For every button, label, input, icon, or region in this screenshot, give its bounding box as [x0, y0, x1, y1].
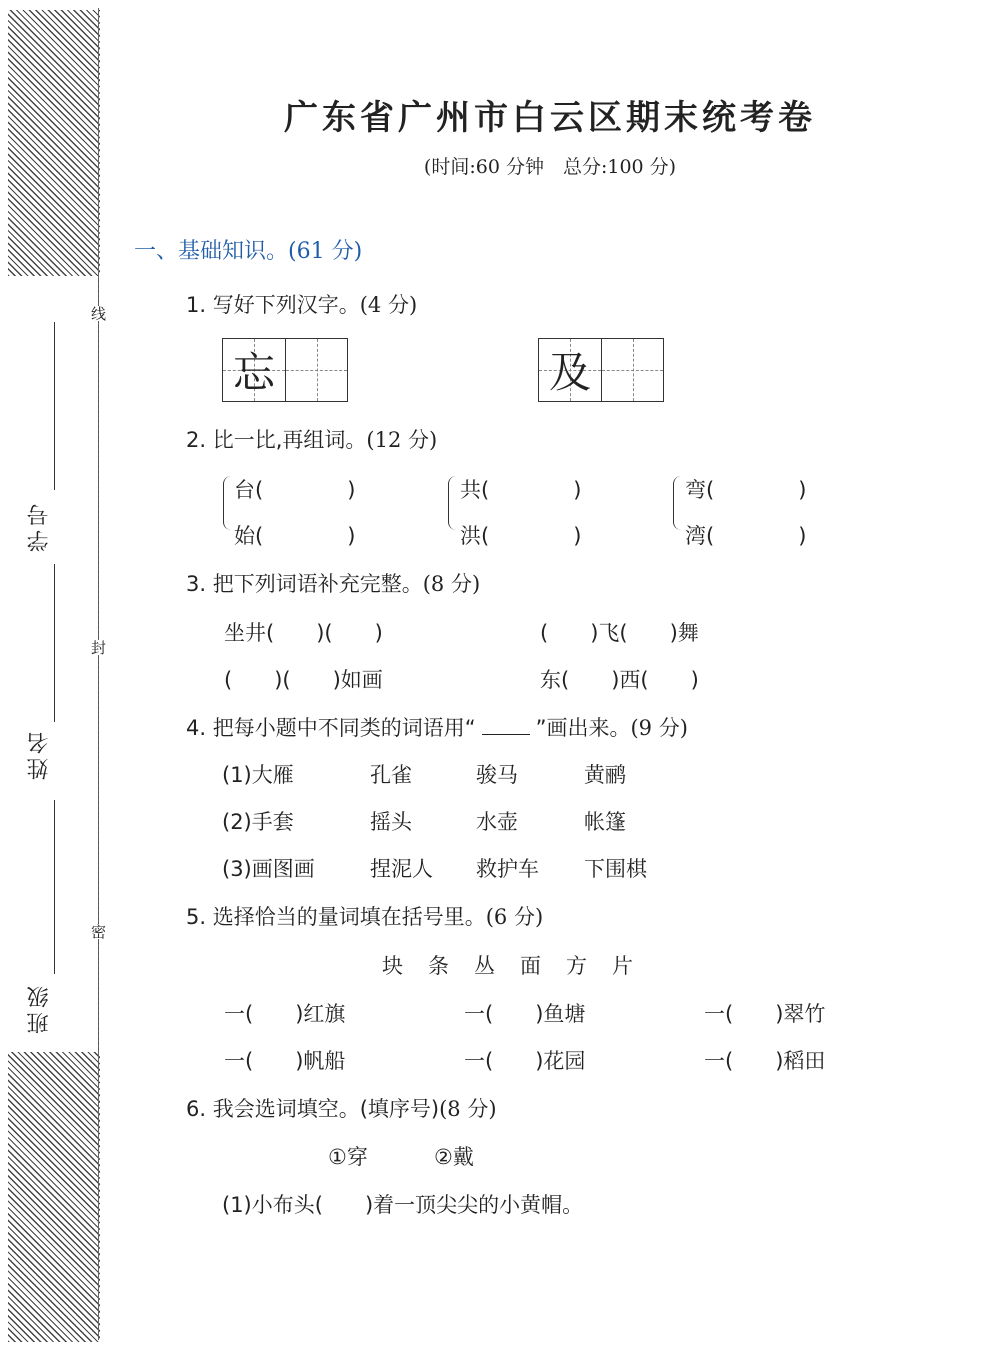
page-title: 广东省广州市白云区期末统考卷 — [284, 98, 816, 138]
word-pair-3a[interactable]: 弯( ) — [685, 478, 807, 502]
writing-grid-2 — [538, 338, 664, 402]
word-row-2-item-2[interactable]: 摇头 — [370, 810, 412, 834]
student-no-label: 学号 — [27, 500, 52, 552]
exam-info: (时间:60 分钟 总分:100 分) — [423, 156, 677, 178]
measure-item-6[interactable]: 一( )稻田 — [704, 1049, 826, 1073]
question-5-label: 5. 选择恰当的量词填在括号里。 — [186, 905, 486, 929]
measure-item-3[interactable]: 一( )翠竹 — [704, 1002, 826, 1026]
section-heading — [134, 234, 362, 265]
brace-left — [673, 476, 684, 530]
grid-cell-model — [539, 339, 601, 401]
fill-item-1[interactable]: (1)小布头( )着一顶尖尖的小黄帽。 — [222, 1193, 584, 1217]
question-2-points: (12 分) — [366, 428, 438, 452]
question-3-label: 3. 把下列词语补充完整。 — [186, 572, 423, 596]
brace-left — [448, 476, 459, 530]
question-5-points: (6 分) — [485, 905, 544, 929]
section-points: (61 分) — [288, 239, 363, 264]
underline-sample — [482, 718, 530, 735]
question-3 — [186, 568, 480, 598]
word-pair-1a[interactable]: 台( ) — [234, 478, 356, 502]
word-row-2-item-4[interactable]: 帐篷 — [584, 810, 626, 834]
word-row-2-item-1[interactable]: (2)手套 — [222, 810, 294, 834]
grid-cell-write[interactable] — [601, 339, 663, 401]
question-4-points: (9 分) — [630, 716, 688, 740]
word-pair-2b[interactable]: 洪( ) — [460, 524, 582, 548]
grid-cell-write[interactable] — [285, 339, 347, 401]
question-1-label: 1. 写好下列汉字。 — [186, 293, 360, 317]
name-label: 姓名 — [27, 728, 52, 780]
word-row-3-item-2[interactable]: 捏泥人 — [370, 857, 433, 881]
cut-label-xian: 线 — [86, 306, 110, 321]
word-pair-3b[interactable]: 湾( ) — [685, 524, 807, 548]
measure-word-bank: 块 条 丛 面 方 片 — [382, 954, 635, 978]
cut-label-mi: 密 — [86, 924, 110, 939]
question-2 — [186, 424, 437, 454]
question-4 — [186, 712, 688, 742]
question-6 — [186, 1093, 497, 1123]
question-6-label: 6. 我会选词填空。(填序号) — [186, 1097, 440, 1121]
hatched-margin-top — [8, 10, 100, 276]
question-4-label-end: ”画出来。 — [535, 716, 631, 740]
model-char: 及 — [548, 348, 591, 397]
class-label: 班级 — [27, 982, 52, 1034]
word-row-1-item-4[interactable]: 黄鹂 — [584, 763, 626, 787]
measure-item-5[interactable]: 一( )花园 — [464, 1049, 586, 1073]
word-row-1-item-2[interactable]: 孔雀 — [370, 763, 412, 787]
model-char: 忘 — [232, 348, 275, 397]
word-row-3-item-3[interactable]: 救护车 — [476, 857, 539, 881]
grid-cell-model — [223, 339, 285, 401]
idiom-item-2[interactable]: ( )飞( )舞 — [540, 621, 699, 645]
question-3-points: (8 分) — [422, 572, 481, 596]
idiom-item-1[interactable]: 坐井( )( ) — [224, 621, 383, 645]
question-6-points: (8 分) — [439, 1097, 497, 1121]
question-2-label: 2. 比一比,再组词。 — [186, 428, 367, 452]
measure-item-2[interactable]: 一( )鱼塘 — [464, 1002, 586, 1026]
name-blank[interactable] — [54, 564, 55, 722]
cut-label-feng: 封 — [86, 640, 110, 655]
question-4-label-start: 4. 把每小题中不同类的词语用“ — [186, 716, 476, 740]
measure-item-1[interactable]: 一( )红旗 — [224, 1002, 346, 1026]
option-2: ②戴 — [434, 1145, 474, 1169]
word-pair-2a[interactable]: 共( ) — [460, 478, 582, 502]
word-row-2-item-3[interactable]: 水壶 — [476, 810, 518, 834]
question-1 — [186, 289, 417, 319]
question-5 — [186, 901, 543, 931]
hatched-margin-bottom — [8, 1052, 100, 1342]
writing-grid-1 — [222, 338, 348, 402]
word-row-1-item-1[interactable]: (1)大雁 — [222, 763, 294, 787]
option-1: ①穿 — [328, 1145, 368, 1169]
student-no-blank[interactable] — [54, 322, 55, 490]
idiom-item-4[interactable]: 东( )西( ) — [540, 668, 699, 692]
word-row-3-item-4[interactable]: 下围棋 — [584, 857, 647, 881]
word-row-3-item-1[interactable]: (3)画图画 — [222, 857, 315, 881]
word-pair-1b[interactable]: 始( ) — [234, 524, 356, 548]
word-row-1-item-3[interactable]: 骏马 — [476, 763, 518, 787]
brace-left — [223, 476, 234, 530]
section-label: 一、基础知识。 — [134, 239, 289, 264]
class-blank[interactable] — [54, 800, 55, 974]
question-1-points: (4 分) — [359, 293, 418, 317]
idiom-item-3[interactable]: ( )( )如画 — [224, 668, 383, 692]
measure-item-4[interactable]: 一( )帆船 — [224, 1049, 346, 1073]
